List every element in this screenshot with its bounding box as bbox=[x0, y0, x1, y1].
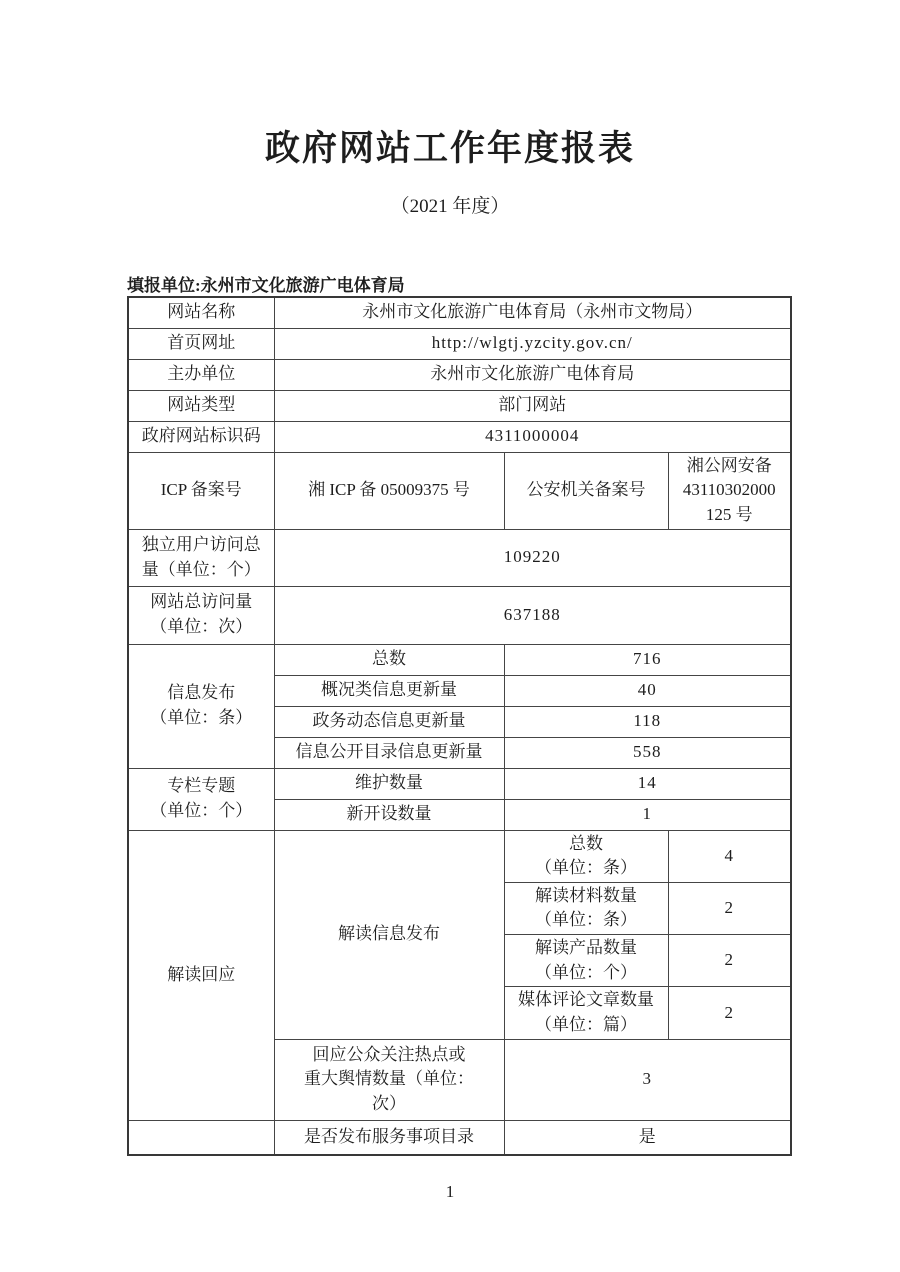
interp-total-label bbox=[504, 830, 668, 882]
security-record-line: 湘公网安备 bbox=[686, 455, 772, 475]
special-columns-header-line: 专栏专题 bbox=[167, 776, 236, 796]
interp-total-value: 4 bbox=[668, 830, 791, 882]
interp-material-value: 2 bbox=[668, 882, 791, 934]
info-directory-label: 信息公开目录信息更新量 bbox=[274, 737, 504, 768]
homepage-url-value: http://wlgtj.yzcity.gov.cn/ bbox=[274, 328, 791, 359]
columns-new-value: 1 bbox=[504, 799, 791, 830]
table-row bbox=[128, 644, 791, 675]
homepage-url-label: 首页网址 bbox=[128, 328, 274, 359]
hot-response-label-line: 回应公众关注热点或 bbox=[312, 1044, 466, 1064]
total-visits-label bbox=[128, 586, 274, 644]
interp-product-label-line: （单位：个） bbox=[535, 962, 637, 982]
hot-response-value: 3 bbox=[504, 1039, 791, 1120]
interp-material-label bbox=[504, 882, 668, 934]
icp-value: 湘 ICP 备 05009375 号 bbox=[274, 452, 504, 529]
info-gov-news-label: 政务动态信息更新量 bbox=[274, 706, 504, 737]
website-name-label: 网站名称 bbox=[128, 297, 274, 328]
info-gov-news-value: 118 bbox=[504, 706, 791, 737]
table-row bbox=[128, 390, 791, 421]
info-publish-header bbox=[128, 644, 274, 768]
interp-media-value: 2 bbox=[668, 987, 791, 1039]
empty-cell bbox=[128, 1120, 274, 1155]
website-type-label: 网站类型 bbox=[128, 390, 274, 421]
service-directory-value: 是 bbox=[504, 1120, 791, 1155]
service-directory-label: 是否发布服务事项目录 bbox=[274, 1120, 504, 1155]
unique-users-value: 109220 bbox=[274, 529, 791, 586]
hot-response-label-line: 重大舆情数量（单位： bbox=[304, 1069, 474, 1089]
interp-product-value: 2 bbox=[668, 935, 791, 987]
website-name-value: 永州市文化旅游广电体育局（永州市文物局） bbox=[274, 297, 791, 328]
special-columns-header-line: （单位：个） bbox=[150, 801, 253, 820]
table-row bbox=[128, 328, 791, 359]
interp-material-label-line: （单位：条） bbox=[535, 910, 637, 930]
interp-media-label bbox=[504, 987, 668, 1039]
table-row bbox=[128, 768, 791, 799]
site-id-label: 政府网站标识码 bbox=[128, 421, 274, 452]
page-subtitle: （2021 年度） bbox=[390, 196, 510, 217]
info-total-label: 总数 bbox=[274, 644, 504, 675]
page-title: 政府网站工作年度报表 bbox=[264, 129, 635, 168]
interpretation-header: 解读回应 bbox=[128, 830, 274, 1120]
total-visits-label-line: （单位：次） bbox=[150, 617, 253, 636]
interp-product-label bbox=[504, 935, 668, 987]
host-unit-label: 主办单位 bbox=[128, 359, 274, 390]
interpretation-publish-header: 解读信息发布 bbox=[274, 830, 504, 1039]
interp-product-label-line: 解读产品数量 bbox=[535, 938, 637, 958]
interp-media-label-line: （单位：篇） bbox=[535, 1014, 637, 1034]
info-total-value: 716 bbox=[504, 644, 791, 675]
security-record-line: 125 号 bbox=[705, 504, 753, 524]
total-visits-value: 637188 bbox=[274, 586, 791, 644]
columns-new-label: 新开设数量 bbox=[274, 799, 504, 830]
interp-media-label-line: 媒体评论文章数量 bbox=[518, 990, 654, 1010]
info-overview-label: 概况类信息更新量 bbox=[274, 675, 504, 706]
info-directory-value: 558 bbox=[504, 737, 791, 768]
interp-total-label-line: 总数 bbox=[569, 833, 603, 853]
hot-response-label bbox=[274, 1039, 504, 1120]
unique-users-label-line: 量（单位：个） bbox=[141, 559, 261, 579]
info-publish-header-line: （单位：条） bbox=[150, 708, 253, 727]
interp-material-label-line: 解读材料数量 bbox=[535, 885, 637, 905]
table-row bbox=[128, 421, 791, 452]
page-number: 1 bbox=[445, 1182, 455, 1201]
icp-label: ICP 备案号 bbox=[128, 452, 274, 529]
annual-report-table bbox=[127, 296, 792, 1156]
security-record-line: 43110302000 bbox=[682, 480, 776, 500]
reporting-unit: 填报单位:永州市文化旅游广电体育局 bbox=[127, 276, 405, 295]
special-columns-header bbox=[128, 768, 274, 830]
website-type-value: 部门网站 bbox=[274, 390, 791, 421]
table-row bbox=[128, 359, 791, 390]
table-row bbox=[128, 452, 791, 529]
hot-response-label-line: 次） bbox=[372, 1093, 406, 1113]
columns-maintained-value: 14 bbox=[504, 768, 791, 799]
info-overview-value: 40 bbox=[504, 675, 791, 706]
site-id-value: 4311000004 bbox=[274, 421, 791, 452]
table-row bbox=[128, 529, 791, 586]
table-row bbox=[128, 1120, 791, 1155]
interp-total-label-line: （单位：条） bbox=[535, 858, 637, 878]
table-row bbox=[128, 586, 791, 644]
host-unit-value: 永州市文化旅游广电体育局 bbox=[274, 359, 791, 390]
security-record-value bbox=[668, 452, 791, 529]
security-record-label: 公安机关备案号 bbox=[504, 452, 668, 529]
table-row bbox=[128, 830, 791, 882]
total-visits-label-line: 网站总访问量 bbox=[150, 592, 253, 612]
unique-users-label bbox=[128, 529, 274, 586]
unique-users-label-line: 独立用户访问总 bbox=[141, 534, 261, 554]
columns-maintained-label: 维护数量 bbox=[274, 768, 504, 799]
table-row bbox=[128, 297, 791, 328]
info-publish-header-line: 信息发布 bbox=[167, 683, 236, 703]
